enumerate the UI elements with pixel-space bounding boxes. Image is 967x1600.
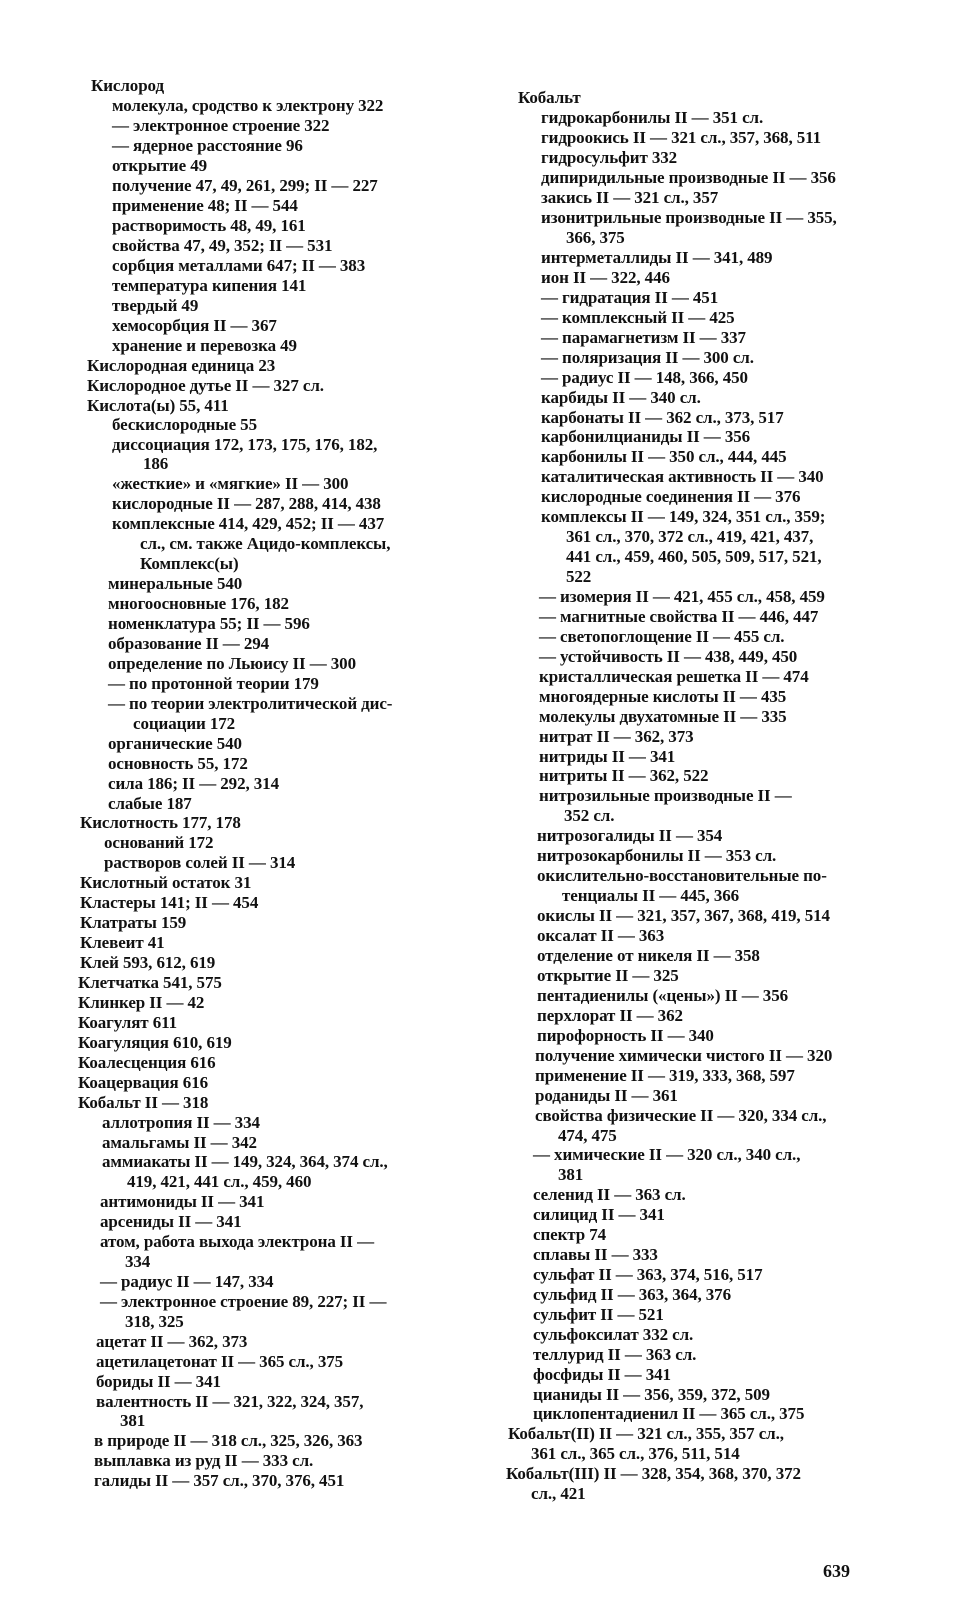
index-entry: кристаллическая решетка II — 474: [539, 667, 809, 686]
index-entry: бориды II — 341: [96, 1372, 221, 1391]
index-entry: Кобальт(III) II — 328, 354, 368, 370, 372: [506, 1464, 801, 1483]
index-entry: открытие 49: [112, 156, 207, 175]
index-entry: силицид II — 341: [533, 1205, 665, 1224]
index-entry: — парамагнетизм II — 337: [541, 328, 746, 347]
index-entry: 474, 475: [558, 1126, 617, 1145]
index-entry: Кислород: [91, 76, 164, 95]
index-entry: — устойчивость II — 438, 449, 450: [539, 647, 798, 666]
index-entry: цианиды II — 356, 359, 372, 509: [533, 1385, 770, 1404]
index-entry: образование II — 294: [108, 634, 270, 653]
index-entry: 186: [143, 454, 169, 473]
index-entry: молекула, сродство к электрону 322: [112, 96, 384, 115]
index-entry: оксалат II — 363: [537, 926, 665, 945]
index-entry: Клетчатка 541, 575: [78, 973, 222, 992]
index-entry: пентадиенилы («цены») II — 356: [537, 986, 788, 1005]
index-entry: 361 сл., 365 сл., 376, 511, 514: [531, 1444, 740, 1463]
index-entry: спектр 74: [533, 1225, 607, 1244]
index-entry: роданиды II — 361: [535, 1086, 678, 1105]
index-entry: нитрозильные производные II —: [539, 786, 792, 805]
index-entry: ацетилацетонат II — 365 сл., 375: [96, 1352, 344, 1371]
index-entry: сл., см. также Ацидо-комплексы,: [140, 534, 391, 553]
index-entry: основность 55, 172: [108, 754, 248, 773]
index-entry: перхлорат II — 362: [537, 1006, 683, 1025]
index-entry: — радиус II — 148, 366, 450: [541, 368, 748, 387]
index-entry: сульфоксилат 332 сл.: [533, 1325, 694, 1344]
index-entry: температура кипения 141: [112, 276, 307, 295]
index-entry: — комплексный II — 425: [541, 308, 735, 327]
index-entry: минеральные 540: [108, 574, 243, 593]
index-entry: Кислотный остаток 31: [80, 873, 252, 892]
index-entry: — ядерное расстояние 96: [112, 136, 303, 155]
index-entry: гидрокарбонилы II — 351 сл.: [541, 108, 764, 127]
index-entry: 381: [558, 1165, 584, 1184]
index-entry: нитрозокарбонилы II — 353 сл.: [537, 846, 777, 865]
index-entry: — по протонной теории 179: [108, 674, 319, 693]
index-entry: выплавка из руд II — 333 сл.: [94, 1451, 314, 1470]
index-entry: циклопентадиенил II — 365 сл., 375: [533, 1404, 805, 1423]
index-entry: теллурид II — 363 сл.: [533, 1345, 697, 1364]
index-entry: Коацервация 616: [78, 1073, 208, 1092]
index-entry: 366, 375: [566, 228, 625, 247]
index-entry: сплавы II — 333: [533, 1245, 658, 1264]
index-entry: Кислородная единица 23: [87, 356, 276, 375]
index-entry: многоосновные 176, 182: [108, 594, 289, 613]
index-entry: — поляризация II — 300 сл.: [541, 348, 754, 367]
index-entry: окислы II — 321, 357, 367, 368, 419, 514: [537, 906, 830, 925]
index-entry: 361 сл., 370, 372 сл., 419, 421, 437,: [566, 527, 814, 546]
index-entry: в природе II — 318 сл., 325, 326, 363: [94, 1431, 363, 1450]
index-entry: — изомерия II — 421, 455 сл., 458, 459: [539, 587, 825, 606]
index-entry: «жесткие» и «мягкие» II — 300: [112, 474, 349, 493]
index-entry: антимониды II — 341: [100, 1192, 265, 1211]
index-entry: — электронное строение 322: [112, 116, 330, 135]
index-entry: нитриты II — 362, 522: [539, 766, 709, 785]
index-entry: кислородные II — 287, 288, 414, 438: [112, 494, 381, 513]
index-entry: Коагулят 611: [78, 1013, 177, 1032]
index-entry: галиды II — 357 сл., 370, 376, 451: [94, 1471, 345, 1490]
index-entry: карбиды II — 340 сл.: [541, 388, 701, 407]
index-entry: карбонилцианиды II — 356: [541, 427, 751, 446]
index-entry: 441 сл., 459, 460, 505, 509, 517, 521,: [566, 547, 822, 566]
index-entry: сл., 421: [531, 1484, 586, 1503]
index-entry: хемосорбция II — 367: [112, 316, 277, 335]
index-entry: бескислородные 55: [112, 415, 257, 434]
index-entry: Кобальт II — 318: [78, 1093, 209, 1112]
index-entry: органические 540: [108, 734, 242, 753]
index-entry: получение химически чистого II — 320: [535, 1046, 833, 1065]
index-entry: Клатраты 159: [80, 913, 187, 932]
index-entry: сульфид II — 363, 364, 376: [533, 1285, 731, 1304]
index-entry: сульфат II — 363, 374, 516, 517: [533, 1265, 763, 1284]
index-entry: Комплекс(ы): [140, 554, 239, 573]
index-entry: отделение от никеля II — 358: [537, 946, 760, 965]
index-entry: Кобальт(II) II — 321 сл., 355, 357 сл.,: [508, 1424, 784, 1443]
index-entry: пирофорность II — 340: [537, 1026, 714, 1045]
index-entry: тенциалы II — 445, 366: [562, 886, 740, 905]
index-entry: закись II — 321 сл., 357: [541, 188, 719, 207]
index-entry: слабые 187: [108, 794, 192, 813]
index-entry: селенид II — 363 сл.: [533, 1185, 686, 1204]
index-entry: — магнитные свойства II — 446, 447: [539, 607, 819, 626]
index-entry: 318, 325: [125, 1312, 184, 1331]
index-entry: растворимость 48, 49, 161: [112, 216, 306, 235]
index-entry: 522: [566, 567, 592, 586]
index-entry: сорбция металлами 647; II — 383: [112, 256, 366, 275]
index-entry: многоядерные кислоты II — 435: [539, 687, 787, 706]
index-entry: — гидратация II — 451: [541, 288, 719, 307]
page-number: 639: [823, 1561, 850, 1581]
index-entry: Коалесценция 616: [78, 1053, 216, 1072]
index-entry: аммиакаты II — 149, 324, 364, 374 сл.,: [102, 1152, 388, 1171]
index-entry: аллотропия II — 334: [102, 1113, 260, 1132]
index-entry: применение II — 319, 333, 368, 597: [535, 1066, 795, 1085]
index-entry: ацетат II — 362, 373: [96, 1332, 248, 1351]
index-entry: атом, работа выхода электрона II —: [100, 1232, 374, 1251]
index-entry: сульфит II — 521: [533, 1305, 664, 1324]
index-entry: открытие II — 325: [537, 966, 679, 985]
index-entry: диссоциация 172, 173, 175, 176, 182,: [112, 435, 378, 454]
index-entry: комплексные 414, 429, 452; II — 437: [112, 514, 385, 533]
index-entry: оснований 172: [104, 833, 214, 852]
index-entry: сила 186; II — 292, 314: [108, 774, 279, 793]
index-entry: — радиус II — 147, 334: [100, 1272, 274, 1291]
index-entry: Кислородное дутье II — 327 сл.: [87, 376, 324, 395]
index-entry: Клинкер II — 42: [78, 993, 205, 1012]
index-entry: свойства физические II — 320, 334 сл.,: [535, 1106, 827, 1125]
index-entry: валентность II — 321, 322, 324, 357,: [96, 1392, 364, 1411]
index-entry: твердый 49: [112, 296, 199, 315]
index-entry: карбонилы II — 350 сл., 444, 445: [541, 447, 787, 466]
index-entry: гидроокись II — 321 сл., 357, 368, 511: [541, 128, 822, 147]
index-entry: — химические II — 320 сл., 340 сл.,: [533, 1145, 801, 1164]
index-entry: нитриды II — 341: [539, 747, 676, 766]
index-entry: молекулы двухатомные II — 335: [539, 707, 787, 726]
index-entry: растворов солей II — 314: [104, 853, 296, 872]
index-entry: хранение и перевозка 49: [112, 336, 297, 355]
index-entry: свойства 47, 49, 352; II — 531: [112, 236, 333, 255]
index-entry: 334: [125, 1252, 151, 1271]
index-entry: 381: [120, 1411, 146, 1430]
index-entry: каталитическая активность II — 340: [541, 467, 824, 486]
index-entry: Клей 593, 612, 619: [80, 953, 216, 972]
index-entry: — по теории электролитической дис-: [108, 694, 393, 713]
index-entry: социации 172: [133, 714, 236, 733]
index-entry: изонитрильные производные II — 355,: [541, 208, 837, 227]
index-entry: Кислота(ы) 55, 411: [87, 396, 229, 415]
index-entry: 352 сл.: [564, 806, 615, 825]
index-entry: дипиридильные производные II — 356: [541, 168, 836, 187]
index-entry: Клевеит 41: [80, 933, 165, 952]
index-entry: окислительно-восстановительные по-: [537, 866, 827, 885]
index-entry: амальгамы II — 342: [102, 1133, 257, 1152]
index-entry: Кобальт: [518, 88, 581, 107]
index-entry: кислородные соединения II — 376: [541, 487, 801, 506]
index-entry: применение 48; II — 544: [112, 196, 298, 215]
index-entry: номенклатура 55; II — 596: [108, 614, 310, 633]
index-entry: интерметаллиды II — 341, 489: [541, 248, 773, 267]
index-entry: 419, 421, 441 сл., 459, 460: [127, 1172, 312, 1191]
index-entry: фосфиды II — 341: [533, 1365, 671, 1384]
index-entry: гидросульфит 332: [541, 148, 678, 167]
index-entry: Кислотность 177, 178: [80, 813, 241, 832]
index-entry: Кластеры 141; II — 454: [80, 893, 259, 912]
index-entry: получение 47, 49, 261, 299; II — 227: [112, 176, 378, 195]
index-entry: — светопоглощение II — 455 сл.: [539, 627, 785, 646]
index-entry: — электронное строение 89, 227; II —: [100, 1292, 387, 1311]
index-entry: арсениды II — 341: [100, 1212, 242, 1231]
index-entry: определение по Льюису II — 300: [108, 654, 356, 673]
index-entry: ион II — 322, 446: [541, 268, 670, 287]
index-entry: карбонаты II — 362 сл., 373, 517: [541, 408, 784, 427]
index-entry: Коагуляция 610, 619: [78, 1033, 232, 1052]
index-entry: комплексы II — 149, 324, 351 сл., 359;: [541, 507, 826, 526]
index-entry: нитрат II — 362, 373: [539, 727, 694, 746]
index-entry: нитрозогалиды II — 354: [537, 826, 723, 845]
